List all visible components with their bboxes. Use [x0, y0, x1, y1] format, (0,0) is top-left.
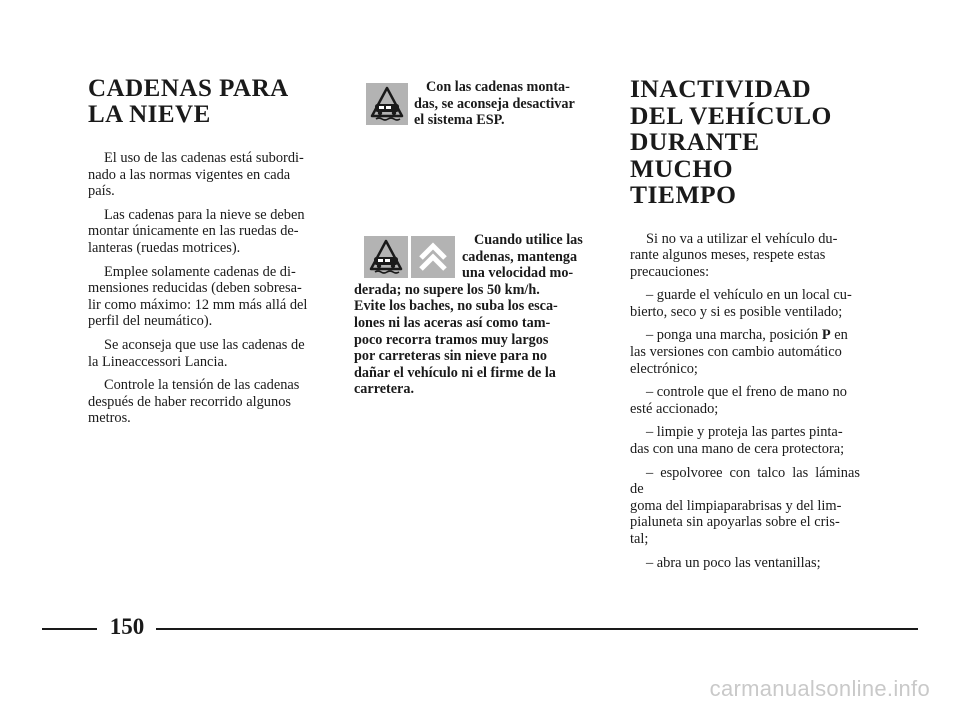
body-paragraph — [88, 207, 330, 257]
snow-chains-body — [88, 150, 330, 427]
note-line: dañar el vehículo ni el firme de la — [354, 364, 556, 381]
text-line: Controle la tensión de las cadenas — [104, 377, 300, 394]
text-line: lanteras (ruedas motrices). — [88, 239, 241, 256]
title-line: TIEMPO — [630, 180, 737, 209]
note-line: Evite los baches, no suba los esca- — [354, 298, 558, 315]
text-line: precauciones: — [630, 263, 710, 280]
text-line: rante algunos meses, respete estas — [630, 247, 826, 264]
note-line: carretera. — [354, 381, 414, 398]
text-line: país. — [88, 183, 115, 200]
text-line: – espolvoree con talco las láminas de — [630, 464, 860, 498]
column-vehicle-inactivity — [630, 76, 860, 578]
skid-car-warning-icon — [366, 83, 408, 125]
footer-rule-left — [42, 628, 97, 630]
text-line: El uso de las cadenas está subordi- — [104, 150, 304, 166]
esp-warning-note — [414, 79, 596, 129]
section-title-vehicle-inactivity — [630, 76, 860, 209]
note-line: lones ni las aceras así como tam- — [354, 314, 551, 331]
chains-speed-note-body — [354, 282, 594, 398]
body-paragraph — [88, 150, 330, 200]
text-line: goma del limpiaparabrisas y del lim- — [630, 497, 842, 514]
text-line: – ponga una marcha, posición P en — [646, 327, 848, 344]
text-line: perfil del neumático). — [88, 313, 213, 330]
title-line: DEL VEHÍCULO — [630, 100, 832, 130]
text-line: montar únicamente en las ruedas de- — [88, 223, 299, 240]
body-paragraph — [630, 424, 860, 457]
text-line: después de haber recorrido algunos — [88, 393, 291, 410]
column-snow-chains — [88, 76, 330, 434]
note-line: derada; no supere los 50 km/h. — [354, 281, 540, 298]
title-line: INACTIVIDAD — [630, 74, 812, 103]
text-line: – abra un poco las ventanillas; — [646, 554, 821, 571]
chains-speed-note — [354, 232, 594, 398]
body-paragraph — [630, 465, 860, 548]
text-line: das con una mano de cera protectora; — [630, 441, 845, 458]
text-line: nado a las normas vigentes en cada — [88, 166, 291, 183]
body-paragraph — [88, 377, 330, 427]
note-line: una velocidad mo- — [462, 265, 574, 282]
text-line: bierto, seco y si es posible ventilado; — [630, 303, 843, 320]
text-line: Las cadenas para la nieve se deben — [104, 206, 305, 223]
text-line: Se aconseja que use las cadenas de — [104, 336, 305, 353]
watermark: carmanualsonline.info — [709, 676, 930, 701]
note-line: Con las cadenas monta- — [426, 79, 570, 95]
body-paragraph — [630, 231, 860, 281]
page-number: 150 — [109, 614, 145, 639]
title-line: CADENAS PARA — [88, 75, 289, 102]
body-paragraph — [630, 327, 860, 377]
text-line: mensiones reducidas (deben sobresa- — [88, 280, 302, 297]
section-title-snow-chains — [88, 76, 330, 128]
note-line: poco recorra tramos muy largos — [354, 331, 549, 348]
text-line: Si no va a utilizar el vehículo du- — [646, 230, 838, 247]
body-paragraph — [88, 337, 330, 370]
body-paragraph — [630, 555, 860, 572]
text-line: electrónico; — [630, 360, 698, 377]
text-line: esté accionado; — [630, 400, 719, 417]
body-paragraph — [630, 384, 860, 417]
vehicle-inactivity-body — [630, 231, 860, 572]
note-line: por carreteras sin nieve para no — [354, 348, 547, 365]
footer-rule-right — [156, 628, 918, 630]
text-line: lir como máximo: 12 mm más allá del — [88, 296, 308, 313]
text-line: – limpie y proteja las partes pinta- — [646, 424, 843, 441]
note-line: Cuando utilice las — [474, 232, 583, 248]
text-line: la Lineaccessori Lancia. — [88, 353, 228, 370]
text-line: – guarde el vehículo en un local cu- — [646, 287, 852, 304]
note-line: das, se aconseja desactivar — [414, 95, 575, 112]
text-line: las versiones con cambio automático — [630, 344, 842, 361]
body-paragraph — [88, 264, 330, 330]
title-line: DURANTE MUCHO — [630, 127, 760, 183]
text-line: pialuneta sin apoyarlas sobre el cris- — [630, 514, 840, 531]
text-line: Emplee solamente cadenas de di- — [104, 263, 296, 280]
note-line: cadenas, mantenga — [462, 248, 578, 265]
title-line: LA NIEVE — [88, 101, 211, 128]
note-line: el sistema ESP. — [414, 112, 505, 129]
text-line: metros. — [88, 410, 131, 427]
body-paragraph — [630, 287, 860, 320]
text-line: – controle que el freno de mano no — [646, 384, 847, 401]
text-line: tal; — [630, 531, 649, 547]
